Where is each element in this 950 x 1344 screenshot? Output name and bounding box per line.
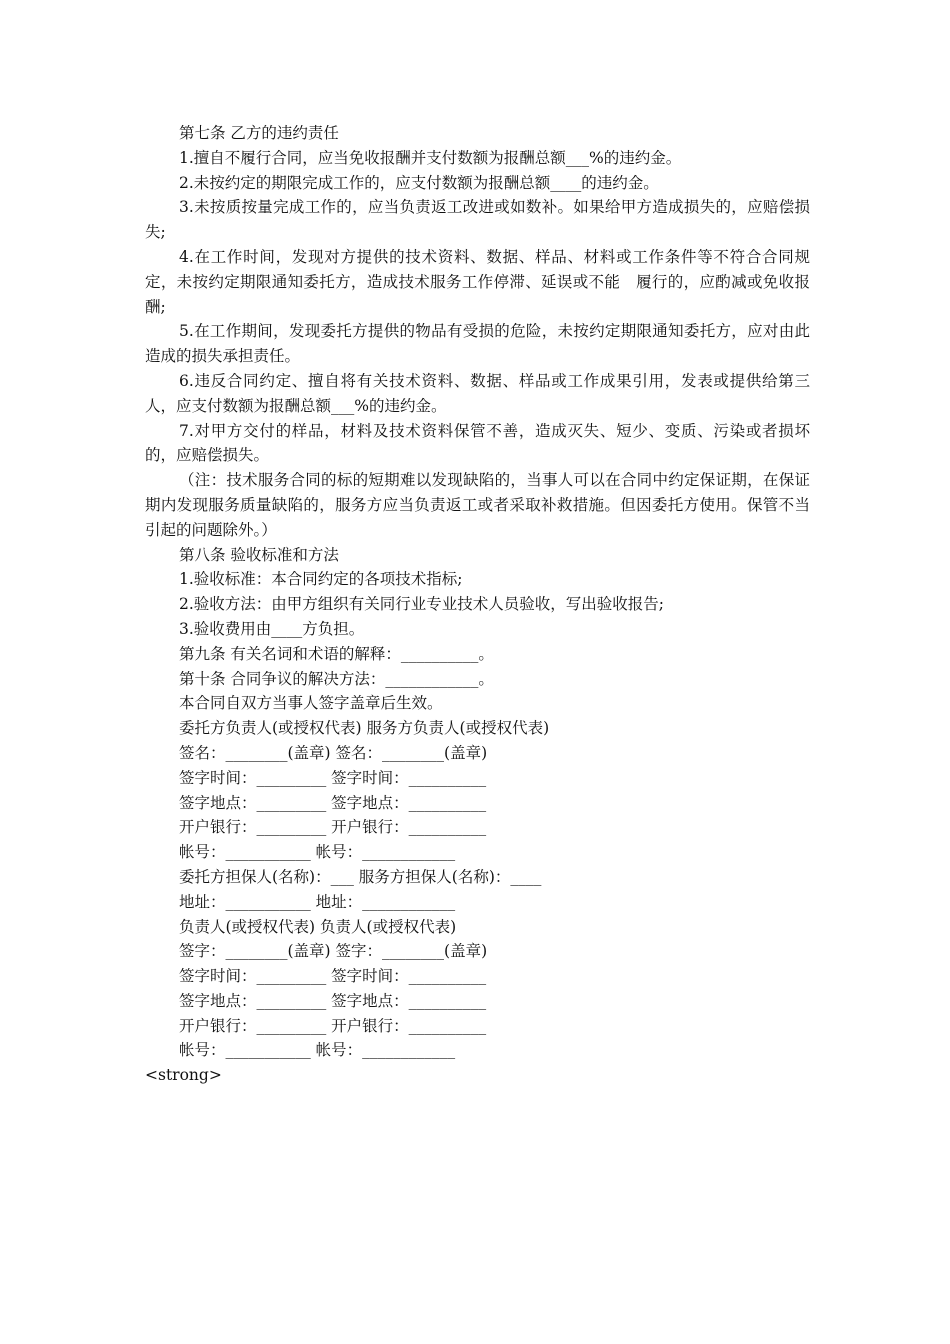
signature-line: 帐号：___________ 帐号：____________ (179, 843, 456, 862)
article-10: 第十条 合同争议的解决方法：____________。 (179, 669, 494, 688)
document-body (145, 121, 810, 1088)
signature-line: 签字时间：_________ 签字时间：__________ (179, 967, 487, 986)
article-7-item-5: 5.在工作期间，发现委托方提供的物品有受损的危险，未按约定期限通知委托方，应对由此造成的损失承担责任。 (145, 322, 810, 366)
article-8-item-3: 3.验收费用由____方负担。 (179, 619, 365, 638)
trailing-tag-text: <strong> (145, 1066, 222, 1085)
signature-line: 签名：________(盖章) 签名：________(盖章) (179, 743, 488, 762)
signature-line: 开户银行：_________ 开户银行：__________ (179, 1016, 487, 1035)
article-9: 第九条 有关名词和术语的解释：__________。 (179, 644, 494, 663)
signature-line: 开户银行：_________ 开户银行：__________ (179, 818, 487, 837)
article-8-item-1: 1.验收标准：本合同约定的各项技术指标; (179, 570, 463, 589)
article-7-title: 第七条 乙方的违约责任 (179, 124, 339, 142)
signature-line: 签字地点：_________ 签字地点：__________ (179, 793, 487, 812)
article-7-item-2: 2.未按约定的期限完成工作的，应支付数额为报酬总额____的违约金。 (179, 173, 659, 192)
effective-clause: 本合同自双方当事人签字盖章后生效。 (179, 694, 443, 713)
signature-line: 委托方负责人(或授权代表) 服务方负责人(或授权代表) (179, 719, 550, 738)
signature-line: 签字地点：_________ 签字地点：__________ (179, 991, 487, 1010)
article-8-title: 第八条 验收标准和方法 (179, 545, 339, 564)
signature-line: 帐号：___________ 帐号：____________ (179, 1041, 456, 1060)
article-7-item-3: 3.未按质按量完成工作的，应当负责返工改进或如数补。如果给甲方造成损失的，应赔偿损失; (145, 198, 810, 242)
signature-line: 地址：___________ 地址：____________ (179, 892, 456, 911)
signature-line: 签字：________(盖章) 签字：________(盖章) (179, 942, 488, 961)
article-7-item-4: 4.在工作时间，发现对方提供的技术资料、数据、样品、材料或工作条件等不符合合同规定，未按约定期限通知委托方，造成技术服务工作停滞、延误或不能 履行的，应酌减或免收报酬; (145, 247, 810, 316)
signature-line: 委托方担保人(名称)：___ 服务方担保人(名称)：____ (179, 867, 542, 886)
signature-line: 签字时间：_________ 签字时间：__________ (179, 768, 487, 787)
article-7-item-1: 1.擅自不履行合同，应当免收报酬并支付数额为报酬总额___%的违约金。 (179, 148, 682, 167)
signature-block (145, 716, 810, 1063)
article-7-item-7: 7.对甲方交付的样品，材料及技术资料保管不善，造成灭失、短少、变质、污染或者损坏的，应赔偿损失。 (145, 421, 810, 465)
signature-line: 负责人(或授权代表) 负责人(或授权代表) (179, 917, 457, 936)
article-7-note: （注：技术服务合同的标的短期难以发现缺陷的，当事人可以在合同中约定保证期，在保证期内发现服务质量缺陷的，服务方应当负责返工或者采取补救措施。但因委托方使用。保管不当引起的问题除外。） (145, 471, 810, 539)
article-7-item-6: 6.违反合同约定、擅自将有关技术资料、数据、样品或工作成果引用，发表或提供给第三人，应支付数额为报酬总额___%的违约金。 (145, 371, 810, 415)
article-8-item-2: 2.验收方法：由甲方组织有关同行业专业技术人员验收，写出验收报告; (179, 595, 665, 614)
